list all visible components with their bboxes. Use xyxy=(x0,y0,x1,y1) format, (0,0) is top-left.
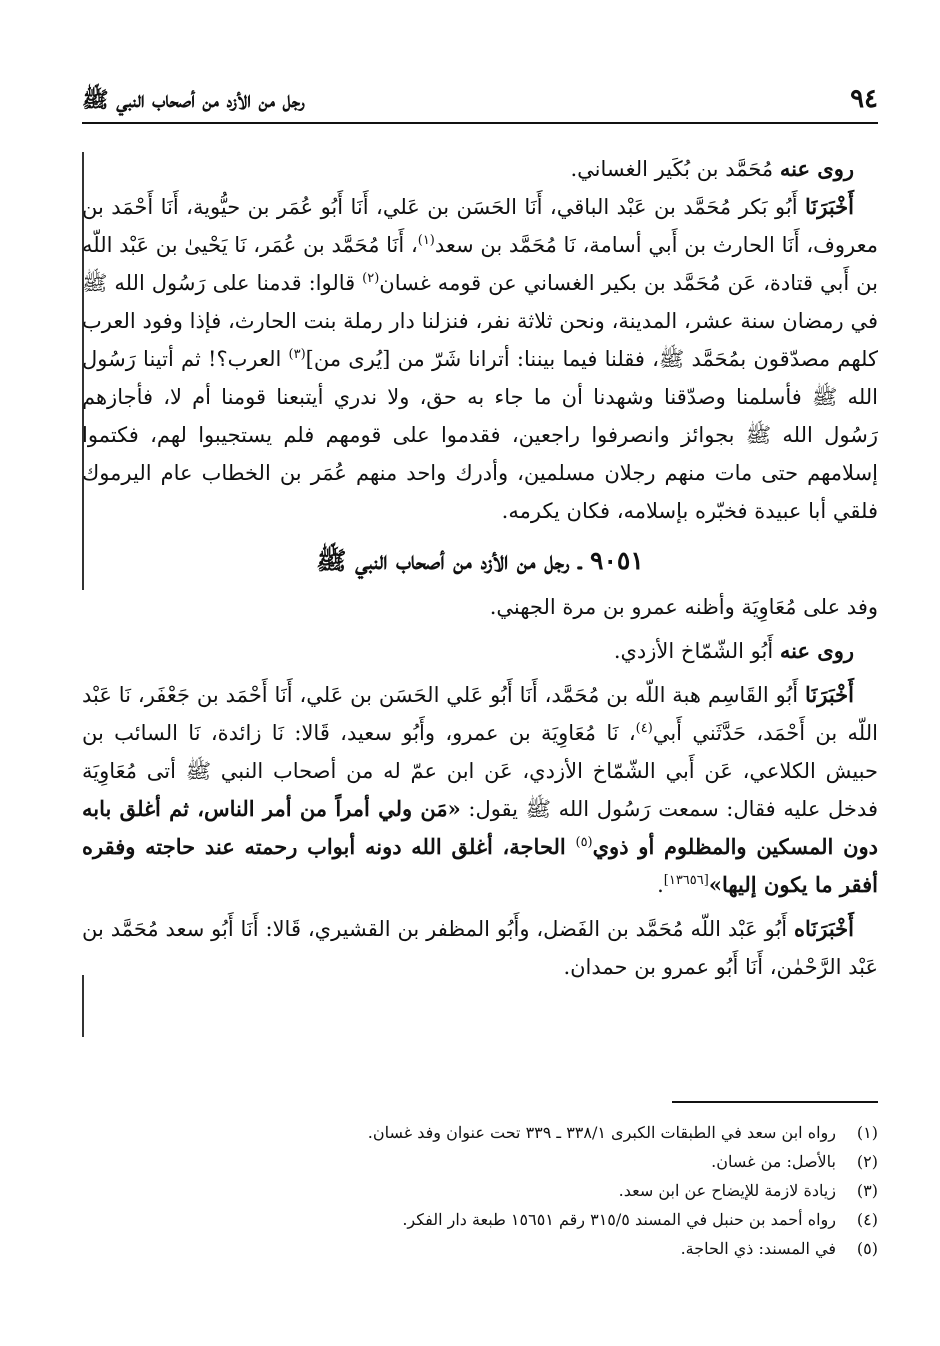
paragraph-text: ، أَنَا مُحَمَّد بن عُمَر، نَا يَحْيىٰ بن عَبْد اللّه بن أَبي قتادة، عَن مُحَمَّد بن بكير الغساني عن قومه غسان xyxy=(82,233,878,295)
paragraph-chain-3 xyxy=(82,910,878,986)
paragraph-narrator-1 xyxy=(82,150,878,188)
paragraph-text: ، نَا مُعَاوِيَة بن عمرو، وأَبُو سعيد، قَالا: نَا زائدة، نَا السائب بن حبيش الكلاعي، عَن أَبي الشّمّاخ الأزدي، عَن ابن عمّ له من أصحاب النبي ﷺ أتى مُعَاوِيَة فدخل عليه فقال: سمعت رَسُول الله ﷺ يقول: xyxy=(82,721,878,821)
paragraph-text: أَبُو عَبْد اللّه مُحَمَّد بن الفَضل، وأَبُو المظفر بن القشيري، قَالا: أَنَا أَبُو سعد مُحَمَّد بن عَبْد الرَّحْمٰن، أَنَا أَبُو عمرو بن حمدان. xyxy=(82,917,878,979)
page-header xyxy=(82,78,878,124)
paragraph-text: أَبُو الشّمّاخ الأزدي. xyxy=(613,639,780,663)
footnote-marker-5: (٥) xyxy=(575,835,593,850)
hadith-text: الحاجة، أغلق الله دونه أبواب رحمته عند حاجته وفقره أفقر ما يكون إليها» xyxy=(82,834,878,897)
footnote-number: (٢) xyxy=(856,1152,878,1171)
lead-word: أَخْبَرَنَا xyxy=(805,682,854,707)
footnote-number: (٤) xyxy=(856,1210,878,1229)
lead-word: روى عنه xyxy=(779,638,854,663)
footnote xyxy=(82,1176,878,1205)
lead-word: روى عنه xyxy=(779,156,854,181)
footnote-number: (٣) xyxy=(856,1181,878,1200)
footnotes xyxy=(82,1118,878,1263)
footnote xyxy=(82,1205,878,1234)
footnote-marker-1: (١) xyxy=(417,233,435,248)
page-number: ٩٤ xyxy=(850,84,878,114)
running-title: رجل من الأزد من أصحاب النبي ﷺ xyxy=(82,87,305,113)
paragraph-text: أَبُو بَكر مُحَمَّد بن عَبْد الباقي، أَنَا الحَسَن بن عَلي، أَنَا أَبُو عُمَر بن حيُّوية، أَنَا أَحْمَد بن معروف، أَنَا الحارث بن أَبي أسامة، نَا مُحَمَّد بن سعد xyxy=(82,195,879,257)
paragraph-text: العرب؟! ثم أتينا رَسُول الله ﷺ فأسلمنا وصدّقنا وشهدنا أن ما جاء به حق، ولا ندري أيتبعنا قومنا أم لا، فأجازهم رَسُول الله ﷺ بجوائز وانصرفوا راجعين، فقدموا على قومهم فلم يستجيبوا لهم، فكتموا إسلامهم حتى مات منهم رجلان مسلمين، وأدرك واحد منهم عُمَر بن الخطاب عام اليرموك فلقي أبا عبيدة فخبّره بإسلامه، فكان يكرمه. xyxy=(82,347,878,523)
footnote-text: زيادة لازمة للإيضاح عن ابن سعد. xyxy=(618,1181,836,1200)
footnote-text: رواه أحمد بن حنبل في المسند ٣١٥/٥ رقم ١٥٦٥١ طبعة دار الفكر. xyxy=(402,1210,836,1229)
lead-word: أَخْبَرَنَا xyxy=(805,194,854,219)
footnote-marker-2: (٢) xyxy=(362,271,380,286)
footnote xyxy=(82,1147,878,1176)
footnote-number: (٥) xyxy=(856,1239,878,1258)
footnote-separator xyxy=(672,1101,878,1103)
paragraph-chain-1 xyxy=(82,188,878,530)
main-text xyxy=(82,150,878,986)
footnote-text: رواه ابن سعد في الطبقات الكبرى ٣٣٨/١ ـ ٣٣٩ تحت عنوان وفد غسان. xyxy=(367,1123,836,1142)
footnote xyxy=(82,1234,878,1263)
footnote-marker-4: (٤) xyxy=(635,721,653,736)
footnote-number: (١) xyxy=(856,1123,878,1142)
paragraph-chain-2 xyxy=(82,676,878,904)
hadith-text: «مَن ولي أمراً من أمر الناس، ثم أغلق بابه دون المسكين والمظلوم أو ذوي xyxy=(82,796,879,859)
hadith-reference-number: [١٣٦٥٦] xyxy=(663,873,709,888)
footnote-text: في المسند: ذي الحاجة. xyxy=(680,1239,836,1258)
paragraph-narrator-2 xyxy=(82,632,878,670)
paragraph-text: أَبُو القَاسِم هبة اللّه بن مُحَمَّد، أَنَا أَبُو عَلي الحَسَن بن عَلي، أَنَا أَحْمَد بن جَعْفَر، نَا عَبْد اللّه بن أَحْمَد، حَدَّثَني أَبي xyxy=(82,683,878,745)
paragraph-text: . xyxy=(657,873,664,897)
paragraph-text: مُحَمَّد بن بُكَير الغساني. xyxy=(570,157,780,181)
footnote-marker-3: (٣) xyxy=(288,347,306,362)
lead-word: أَخْبَرَنَاه xyxy=(794,916,854,941)
paragraph-text: قالوا: قدمنا على رَسُول الله ﷺ في رمضان سنة عشر، المدينة، ونحن ثلاثة نفر، فنزلنا دار رملة بنت الحارث، فإذا وفود العرب كلهم مصدّقون بمُحَمَّد ﷺ، فقلنا فيما بيننا: أترانا شَرّ من [يُرى من] xyxy=(82,271,878,371)
footnote xyxy=(82,1118,878,1147)
paragraph-entry-intro: وفد على مُعَاوِيَة وأظنه عمرو بن مرة الجهني. xyxy=(489,595,878,619)
section-heading: ٩٠٥١ ـ رجل من الأزد من أصحاب النبي ﷺ xyxy=(316,546,644,575)
footnote-text: بالأصل: من غسان. xyxy=(711,1152,836,1171)
